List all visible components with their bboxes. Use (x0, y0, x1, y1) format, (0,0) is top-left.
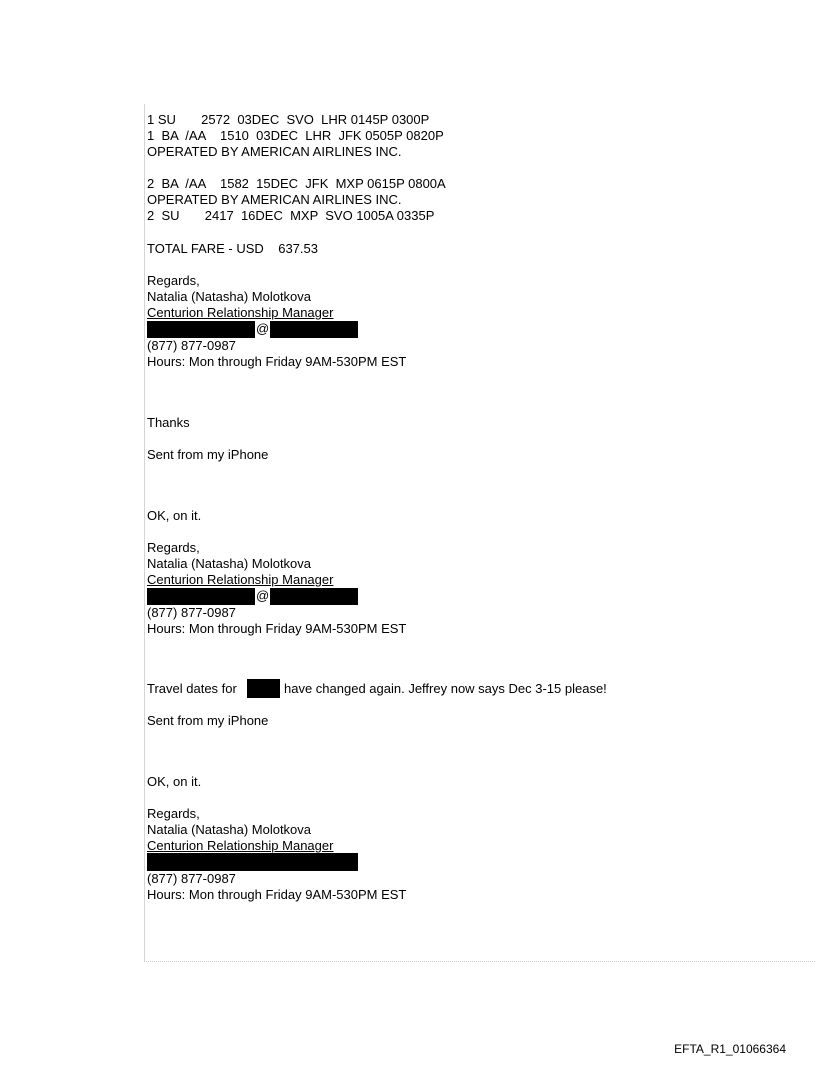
thanks-message: Thanks (147, 415, 190, 430)
sender-title-3: Centurion Relationship Manager (147, 838, 334, 853)
regards-1: Regards, (147, 273, 200, 288)
sender-name-3: Natalia (Natasha) Molotkova (147, 822, 312, 837)
ok-on-it-2: OK, on it. (147, 774, 202, 789)
email-at-1: @ (256, 321, 270, 336)
hours-1: Hours: Mon through Friday 9AM-530PM EST (147, 354, 407, 369)
sent-from-iphone-2: Sent from my iPhone (147, 713, 269, 728)
sender-title-2: Centurion Relationship Manager (147, 572, 334, 587)
flight-line-3: 2 BA /AA 1582 15DEC JFK MXP 0615P 0800A (147, 176, 446, 191)
flight-line-4: 2 SU 2417 16DEC MXP SVO 1005A 0335P (147, 208, 435, 223)
phone-3: (877) 877-0987 (147, 871, 236, 886)
sent-from-iphone-1: Sent from my iPhone (147, 447, 269, 462)
sender-name-2: Natalia (Natasha) Molotkova (147, 556, 312, 571)
sender-title-1: Centurion Relationship Manager (147, 305, 334, 320)
redaction-email-user-1 (147, 321, 255, 338)
operated-by-1: OPERATED BY AMERICAN AIRLINES INC. (147, 144, 402, 159)
redaction-name (247, 679, 280, 698)
phone-2: (877) 877-0987 (147, 605, 236, 620)
redaction-email-user-2 (147, 588, 255, 605)
redaction-email-3 (147, 853, 358, 871)
travel-dates-message: have changed again. Jeffrey now says Dec 3-15 please! (284, 681, 607, 696)
operated-by-2: OPERATED BY AMERICAN AIRLINES INC. (147, 192, 402, 207)
total-fare: TOTAL FARE - USD 637.53 (147, 241, 318, 256)
hours-2: Hours: Mon through Friday 9AM-530PM EST (147, 621, 407, 636)
ok-on-it-1: OK, on it. (147, 508, 202, 523)
travel-dates-prefix: Travel dates for (147, 681, 237, 696)
regards-3: Regards, (147, 806, 200, 821)
flight-line-2: 1 BA /AA 1510 03DEC LHR JFK 0505P 0820P (147, 128, 444, 143)
email-at-2: @ (256, 588, 270, 603)
hours-3: Hours: Mon through Friday 9AM-530PM EST (147, 887, 407, 902)
flight-line-1: 1 SU 2572 03DEC SVO LHR 0145P 0300P (147, 112, 430, 127)
redaction-email-domain-1 (270, 321, 358, 338)
redaction-email-domain-2 (270, 588, 358, 605)
document-id: EFTA_R1_01066364 (674, 1042, 786, 1056)
sender-name-1: Natalia (Natasha) Molotkova (147, 289, 312, 304)
regards-2: Regards, (147, 540, 200, 555)
phone-1: (877) 877-0987 (147, 338, 236, 353)
